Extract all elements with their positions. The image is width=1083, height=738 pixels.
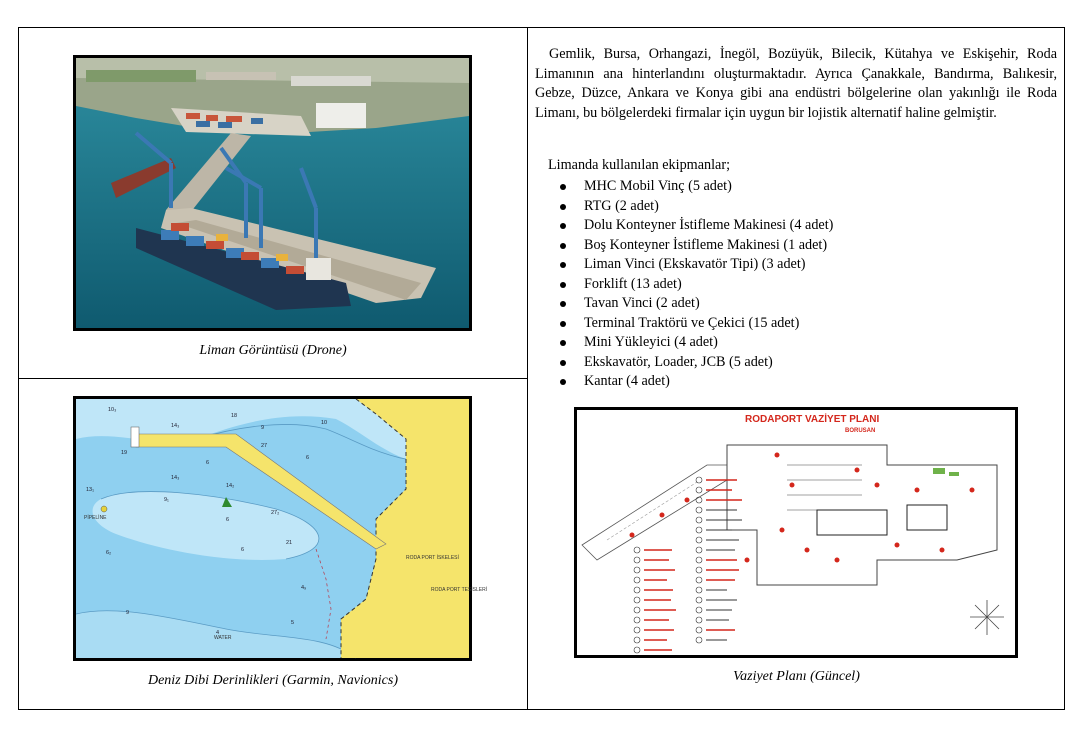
bullet-icon [560,262,566,268]
depth-chart-map [73,396,488,661]
list-item: Boş Konteyner İstifleme Makinesi (1 adet) [557,236,833,256]
drone-photo-illustration [76,58,469,328]
list-item: Dolu Konteyner İstifleme Makinesi (4 adet) [557,216,833,236]
depth-chart-illustration [76,399,488,658]
facility-label: RODA PORT TESİSLERİ [431,587,488,593]
depth-sounding: 10₃ [108,407,117,413]
depth-sounding: 19 [121,450,128,456]
water-label: WATER [214,635,232,641]
site-plan-subtitle: BORUSAN [845,428,876,434]
depth-sounding: 5 [291,620,295,626]
depth-sounding: 21 [286,540,293,546]
drone-port-photo [73,55,472,331]
equipment-list [557,177,833,392]
list-item: Terminal Traktörü ve Çekici (15 adet) [557,314,833,334]
depth-sounding: 18 [231,413,238,419]
depth-sounding: 13₁ [86,487,94,493]
list-item: Forklift (13 adet) [557,275,833,295]
bullet-icon [560,282,566,288]
depth-sounding: 6₂ [106,550,112,556]
site-plan-illustration [577,410,1015,655]
table-column-divider [527,27,528,710]
bullet-icon [560,360,566,366]
depth-sounding: 9 [126,610,130,616]
depth-sounding: 4 [216,630,220,636]
depth-sounding: 9₁ [164,497,169,503]
depth-sounding: 6 [241,547,245,553]
site-plan-map [574,407,1018,658]
site-plan-caption: Vaziyet Planı (Güncel) [733,669,860,684]
depth-sounding: 10 [321,420,328,426]
depth-sounding: 9 [261,425,265,431]
bullet-icon [560,321,566,327]
list-item: MHC Mobil Vinç (5 adet) [557,177,833,197]
list-item: Kantar (4 adet) [557,372,833,392]
list-item: RTG (2 adet) [557,197,833,217]
depth-sounding: 14₃ [171,423,180,429]
depth-sounding: 6 [226,517,230,523]
site-plan-title: RODAPORT VAZİYET PLANI [745,414,880,425]
hinterland-paragraph: Gemlik, Bursa, Orhangazi, İnegöl, Bozüyük, Bilecik, Kütahya ve Eskişehir, Roda Limanının ana hinterlandını oluşturmaktadır. Ayrıca Çanakkale, Bandırma, Balıkesir, Gebze, Düzce, Ankara ve Konya gibi ana endüstri bölgelerine olan yakınlığı ile Roda Limanı, bu bölgelerdeki firmalar için uygun bir lojistik alternatif haline gelmiştir. [535,46,1057,121]
bullet-icon [560,340,566,346]
depth-sounding: 27₂ [271,510,280,516]
bullet-icon [560,301,566,307]
list-item: Liman Vinci (Ekskavatör Tipi) (3 adet) [557,255,833,275]
list-item: Tavan Vinci (2 adet) [557,294,833,314]
pipeline-label: PİPELİNE [84,515,107,521]
drone-photo-caption: Liman Görüntüsü (Drone) [199,343,347,358]
list-item: Ekskavatör, Loader, JCB (5 adet) [557,353,833,373]
bullet-icon [560,184,566,190]
pier-label: RODA PORT İSKELESİ [406,555,459,561]
depth-sounding: 6 [206,460,210,466]
equipment-list-title: Limanda kullanılan ekipmanlar; [548,157,731,173]
table-row-divider [18,378,528,379]
bullet-icon [560,204,566,210]
bullet-icon [560,243,566,249]
depth-chart-caption: Deniz Dibi Derinlikleri (Garmin, Navionics) [147,673,399,688]
depth-sounding: 6 [306,455,310,461]
depth-sounding: 27 [261,443,268,449]
depth-sounding: 14₂ [226,483,235,489]
bullet-icon [560,379,566,385]
bullet-icon [560,223,566,229]
list-item: Mini Yükleyici (4 adet) [557,333,833,353]
depth-sounding: 14₃ [171,475,180,481]
depth-sounding: 4₉ [301,585,307,591]
